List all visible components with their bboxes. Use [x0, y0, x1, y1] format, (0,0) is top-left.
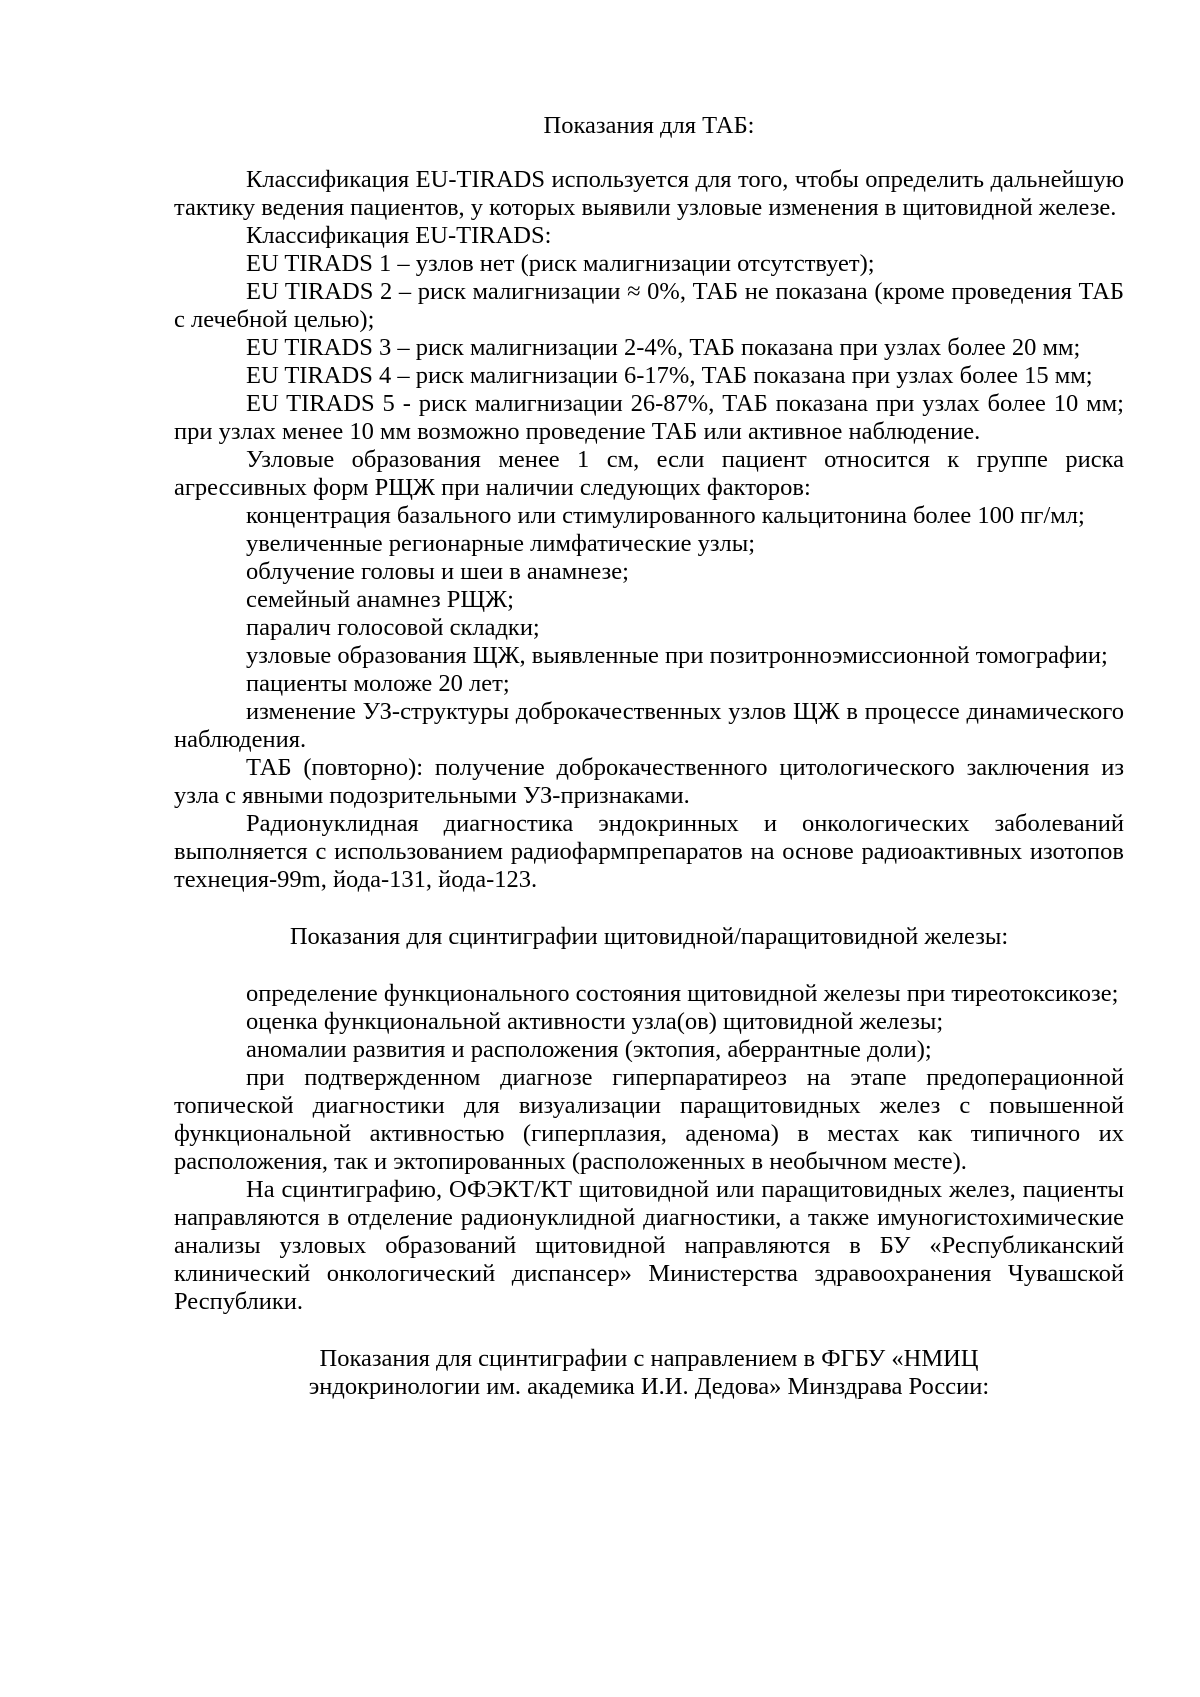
paragraph: изменение УЗ-структуры доброкачественных узлов ЩЖ в процессе динамического наблюдения.: [174, 698, 1124, 753]
section-heading-tab: Показания для ТАБ:: [543, 112, 755, 139]
paragraph: семейный анамнез РЩЖ;: [246, 586, 514, 613]
paragraph: Классификация EU-TIRADS используется для того, чтобы определить дальнейшую тактику ведения пациентов, у которых выявили узловые изменения в щитовидной железе.: [174, 166, 1124, 221]
paragraph: концентрация базального или стимулированного кальцитонина более 100 пг/мл;: [246, 502, 1085, 529]
paragraph: Радионуклидная диагностика эндокринных и онкологических заболеваний выполняется с использованием радиофармпрепаратов на основе радиоактивных изотопов технеция-99m, йода-131, йода-123.: [174, 810, 1124, 893]
paragraph: EU TIRADS 5 - риск малигнизации 26-87%, ТАБ показана при узлах более 10 мм; при узлах менее 10 мм возможно проведение ТАБ или активное наблюдение.: [174, 390, 1124, 445]
section-heading-scintigraphy: Показания для сцинтиграфии щитовидной/паращитовидной железы:: [289, 923, 1009, 950]
paragraph: ТАБ (повторно): получение доброкачественного цитологического заключения из узла с явными подозрительными УЗ-признаками.: [174, 754, 1124, 809]
paragraph: увеличенные регионарные лимфатические узлы;: [246, 530, 755, 557]
paragraph: оценка функциональной активности узла(ов) щитовидной железы;: [246, 1008, 944, 1035]
section-body-tab: [174, 166, 1124, 894]
paragraph: узловые образования ЩЖ, выявленные при позитронноэмиссионной томографии;: [246, 642, 1108, 669]
paragraph: Классификация EU-TIRADS:: [246, 222, 552, 249]
paragraph: EU TIRADS 1 – узлов нет (риск малигнизации отсутствует);: [246, 250, 875, 277]
paragraph: паралич голосовой складки;: [246, 614, 540, 641]
paragraph: На сцинтиграфию, ОФЭКТ/КТ щитовидной или паращитовидных желез, пациенты направляются в отделение радионуклидной диагностики, а также имуногистохимические анализы узловых образований щитовидной направляются в БУ «Республиканский клинический онкологический диспансер» Министерства здравоохранения Чувашской Республики.: [174, 1176, 1124, 1315]
paragraph: аномалии развития и расположения (эктопия, аберрантные доли);: [246, 1036, 932, 1063]
paragraph: EU TIRADS 4 – риск малигнизации 6-17%, ТАБ показана при узлах более 15 мм;: [246, 362, 1093, 389]
section-body-scintigraphy: [174, 980, 1124, 1316]
paragraph: при подтвержденном диагнозе гиперпаратиреоз на этапе предоперационной топической диагностики для визуализации паращитовидных желез с повышенной функциональной активностью (гиперплазия, аденома) в местах как типичного их расположения, так и эктопированных (расположенных в необычном месте).: [174, 1064, 1124, 1175]
paragraph: облучение головы и шеи в анамнезе;: [246, 558, 629, 585]
document-page: [174, 112, 1124, 1401]
paragraph: пациенты моложе 20 лет;: [246, 670, 510, 697]
paragraph: EU TIRADS 3 – риск малигнизации 2-4%, ТАБ показана при узлах более 20 мм;: [246, 334, 1081, 361]
paragraph: EU TIRADS 2 – риск малигнизации ≈ 0%, ТАБ не показана (кроме проведения ТАБ с лечебной целью);: [174, 278, 1124, 333]
paragraph: Узловые образования менее 1 см, если пациент относится к группе риска агрессивных форм РЩЖ при наличии следующих факторов:: [174, 446, 1124, 501]
paragraph: определение функционального состояния щитовидной железы при тиреотоксикозе;: [246, 980, 1119, 1007]
section-heading-referral: Показания для сцинтиграфии с направлением в ФГБУ «НМИЦ эндокринологии им. академика И.И. Дедова» Минздрава России:: [308, 1345, 990, 1400]
